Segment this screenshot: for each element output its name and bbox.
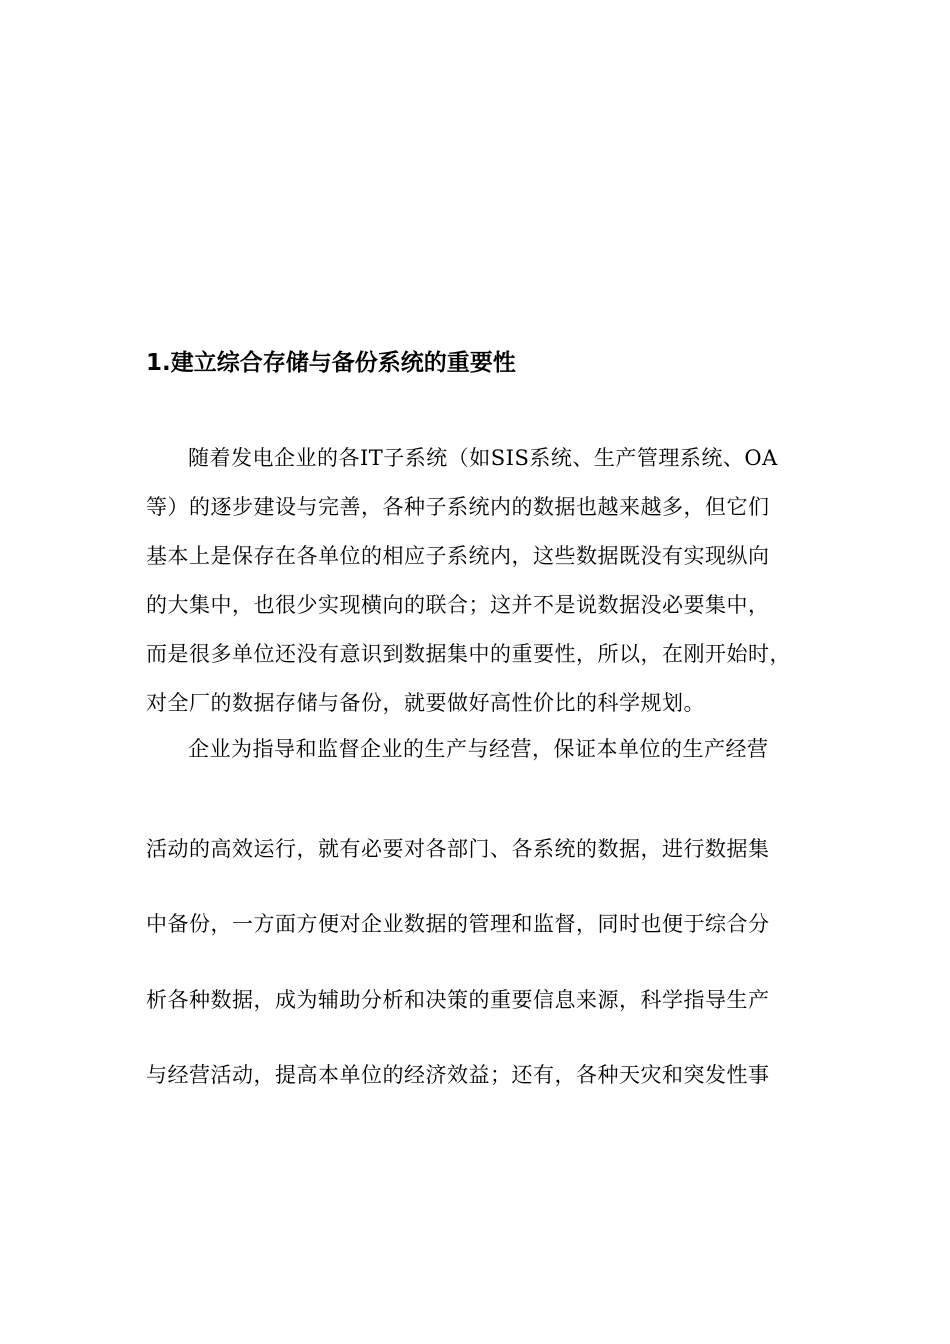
paragraph-2-line-2: 活动的高效运行，就有必要对各部门、各系统的数据，进行数据集 <box>146 837 770 861</box>
paragraph-2-line-1: 企业为指导和监督企业的生产与经营，保证本单位的生产经营 <box>188 737 769 761</box>
paragraph-1-line-1: 随着发电企业的各IT子系统（如SIS系统、生产管理系统、OA <box>188 446 778 470</box>
paragraph-1-line-3: 基本上是保存在各单位的相应子系统内，这些数据既没有实现纵向 <box>146 544 770 568</box>
paragraph-1-line-2: 等）的逐步建设与完善，各种子系统内的数据也越来越多，但它们 <box>146 495 770 519</box>
paragraph-2-line-5: 与经营活动，提高本单位的经济效益；还有，各种天灾和突发性事 <box>146 1063 770 1087</box>
paragraph-2-line-4: 析各种数据，成为辅助分析和决策的重要信息来源，科学指导生产 <box>146 988 770 1012</box>
paragraph-2-line-3: 中备份，一方面方便对企业数据的管理和监督，同时也便于综合分 <box>146 912 770 936</box>
paragraph-1-line-5: 而是很多单位还没有意识到数据集中的重要性，所以，在刚开始时， <box>146 642 791 666</box>
paragraph-1-line-4: 的大集中，也很少实现横向的联合；这并不是说数据没必要集中， <box>146 593 770 617</box>
paragraph-1-line-6: 对全厂的数据存储与备份，就要做好高性价比的科学规划。 <box>146 691 705 715</box>
section-heading: 1.建立综合存储与备份系统的重要性 <box>146 350 516 376</box>
